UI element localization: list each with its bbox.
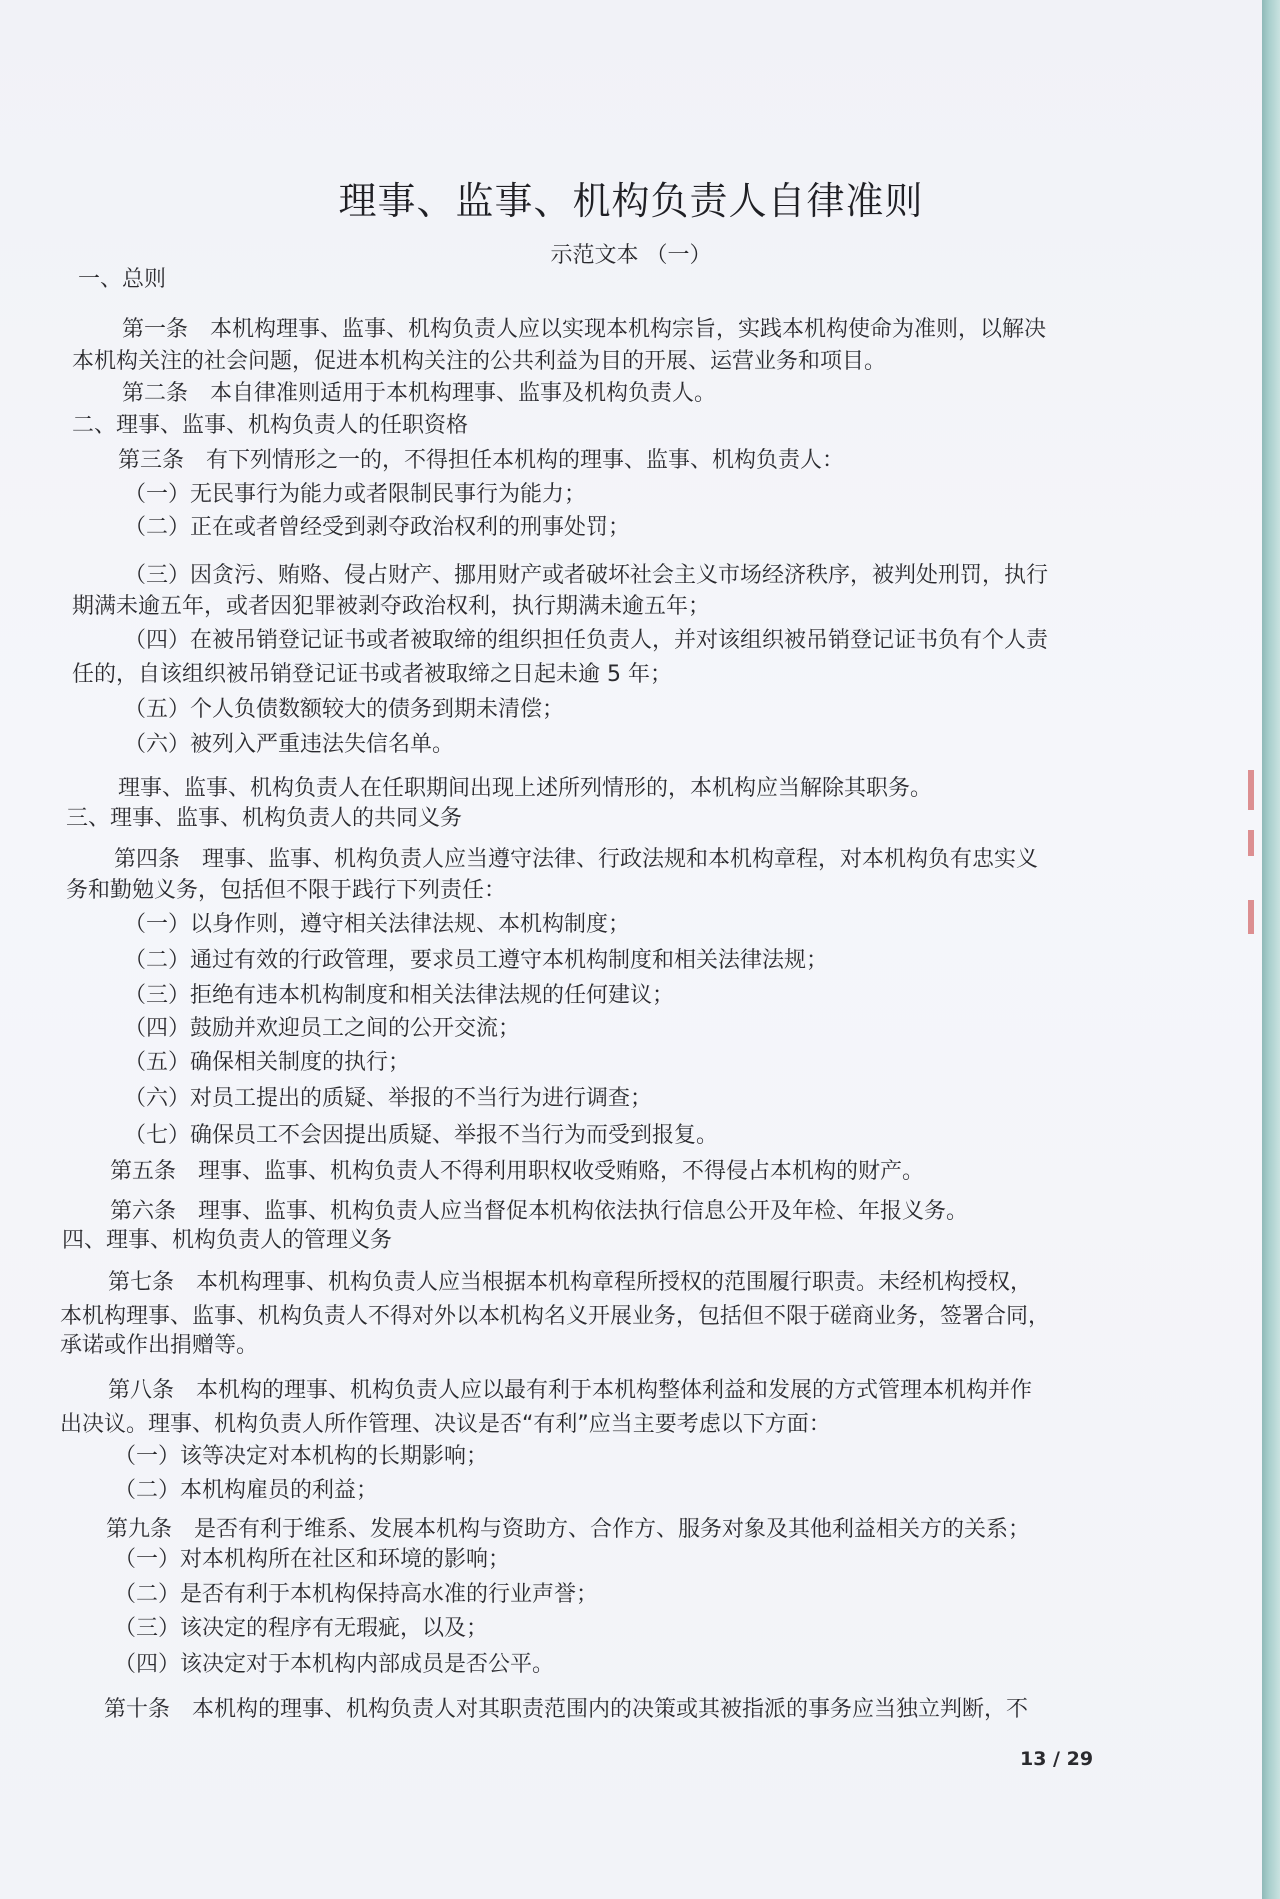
list-item: （二）正在或者曾经受到剥夺政治权利的刑事处罚； [124,515,631,540]
article-line: 第五条 理事、监事、机构负责人不得利用职权收受贿赂，不得侵占本机构的财产。 [110,1159,925,1184]
article-line: 本机构关注的社会问题，促进本机构关注的公共利益为目的开展、运营业务和项目。 [72,349,887,374]
article-line: 期满未逾五年，或者因犯罪被剥夺政治权利，执行期满未逾五年； [72,594,711,619]
section-heading: 二、理事、监事、机构负责人的任职资格 [72,413,469,438]
list-item: （六）对员工提出的质疑、举报的不当行为进行调查； [124,1086,653,1111]
page-number: 13 / 29 [1020,1748,1094,1770]
list-item: （五）个人负债数额较大的债务到期未清偿； [124,697,565,722]
article-line: 第十条 本机构的理事、机构负责人对其职责范围内的决策或其被指派的事务应当独立判断，不 [104,1697,1029,1722]
article-line: 第七条 本机构理事、机构负责人应当根据本机构章程所授权的范围履行职责。未经机构授权， [108,1270,1033,1295]
list-item: （三）因贪污、贿赂、侵占财产、挪用财产或者破坏社会主义市场经济秩序，被判处刑罚，执行 [124,563,1049,588]
red-stamp-edge [1248,900,1254,934]
list-item: （一）该等决定对本机构的长期影响； [114,1444,489,1469]
list-item: （一）对本机构所在社区和环境的影响； [114,1547,511,1572]
list-item: （三）该决定的程序有无瑕疵，以及； [114,1616,489,1641]
red-stamp-edge [1248,830,1254,856]
article-line: 本机构理事、监事、机构负责人不得对外以本机构名义开展业务，包括但不限于磋商业务，签署合同， [60,1304,1051,1329]
article-line: 承诺或作出捐赠等。 [60,1333,259,1358]
page-title: 理事、监事、机构负责人自律准则 [338,179,924,223]
article-line: 第三条 有下列情形之一的，不得担任本机构的理事、监事、机构负责人： [118,448,845,473]
article-line: 第一条 本机构理事、监事、机构负责人应以实现本机构宗旨，实践本机构使命为准则，以解决 [122,317,1047,342]
article-line: 务和勤勉义务，包括但不限于践行下列责任： [66,878,507,903]
article-line: 出决议。理事、机构负责人所作管理、决议是否“有利”应当主要考虑以下方面： [60,1412,831,1437]
list-item: （二）通过有效的行政管理，要求员工遵守本机构制度和相关法律法规； [124,948,829,973]
list-item: （一）无民事行为能力或者限制民事行为能力； [124,482,587,507]
page-subtitle: 示范文本 （一） [550,243,712,268]
list-item: （六）被列入严重违法失信名单。 [124,732,455,757]
list-item: （四）在被吊销登记证书或者被取缔的组织担任负责人，并对该组织被吊销登记证书负有个人责 [124,628,1049,653]
list-item: （三）拒绝有违本机构制度和相关法律法规的任何建议； [124,983,675,1008]
binding-edge [1262,0,1280,1899]
section-heading: 三、理事、监事、机构负责人的共同义务 [66,806,463,831]
list-item: （二）是否有利于本机构保持高水准的行业声誉； [114,1582,599,1607]
list-item: （一）以身作则，遵守相关法律法规、本机构制度； [124,912,631,937]
article-line: 第八条 本机构的理事、机构负责人应以最有利于本机构整体利益和发展的方式管理本机构并作 [108,1378,1033,1403]
article-line: 任的，自该组织被吊销登记证书或者被取缔之日起未逾 5 年； [72,662,672,687]
section-heading: 一、总则 [78,267,167,292]
article-line: 第二条 本自律准则适用于本机构理事、监事及机构负责人。 [122,381,717,406]
article-line: 理事、监事、机构负责人在任职期间出现上述所列情形的，本机构应当解除其职务。 [118,776,933,801]
article-line: 第四条 理事、监事、机构负责人应当遵守法律、行政法规和本机构章程，对本机构负有忠实义 [114,847,1039,872]
list-item: （四）该决定对于本机构内部成员是否公平。 [114,1652,555,1677]
list-item: （四）鼓励并欢迎员工之间的公开交流； [124,1016,521,1041]
list-item: （五）确保相关制度的执行； [124,1050,411,1075]
article-line: 第六条 理事、监事、机构负责人应当督促本机构依法执行信息公开及年检、年报义务。 [110,1199,969,1224]
list-item: （七）确保员工不会因提出质疑、举报不当行为而受到报复。 [124,1123,719,1148]
article-line: 第九条 是否有利于维系、发展本机构与资助方、合作方、服务对象及其他利益相关方的关系； [106,1517,1031,1542]
red-stamp-edge [1248,770,1254,810]
section-heading: 四、理事、机构负责人的管理义务 [62,1228,393,1253]
list-item: （二）本机构雇员的利益； [114,1478,379,1503]
